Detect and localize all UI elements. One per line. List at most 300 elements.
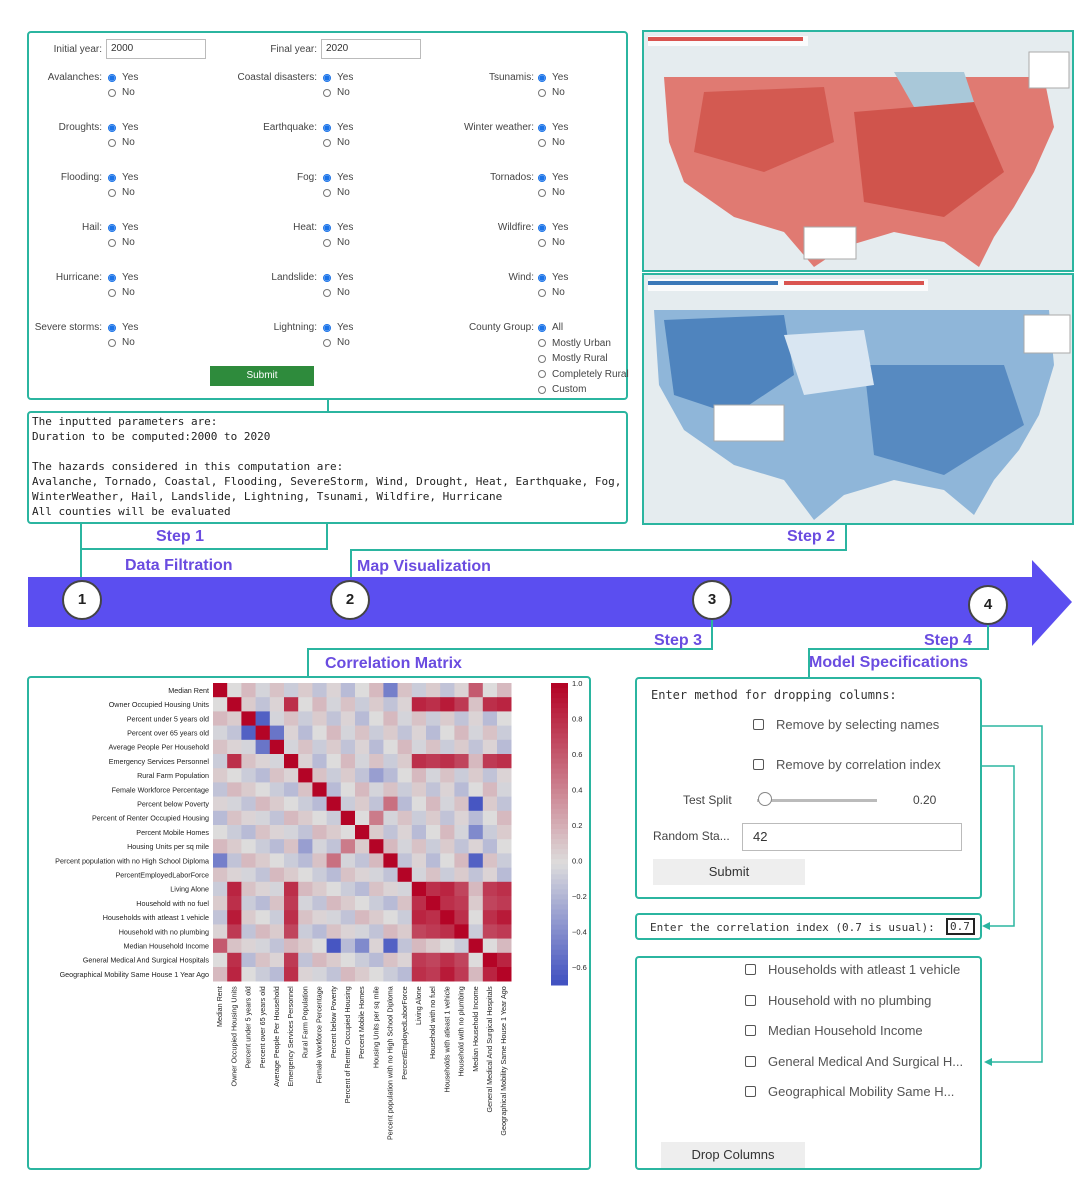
- heatmap-cell: [341, 726, 356, 741]
- column-checkbox[interactable]: [745, 1025, 756, 1036]
- hazard-no-radio[interactable]: [538, 237, 565, 248]
- heatmap-cell: [369, 924, 384, 939]
- colorbar-segment: [551, 864, 568, 870]
- radio-label: Yes: [552, 72, 569, 83]
- initial-year-input[interactable]: 2000: [106, 39, 206, 59]
- heatmap-cell: [483, 768, 498, 783]
- hazard-no-radio[interactable]: [323, 187, 350, 198]
- colorbar-segment: [551, 899, 568, 905]
- heatmap-cell: [241, 825, 256, 840]
- radio-circle[interactable]: [323, 174, 331, 182]
- heatmap-cell: [383, 811, 398, 826]
- radio-label: No: [552, 237, 565, 248]
- radio-circle[interactable]: [323, 89, 331, 97]
- heatmap-cell: [256, 740, 271, 755]
- heatmap-cell: [341, 868, 356, 883]
- hazard-label: Fog:: [296, 172, 317, 183]
- colorbar-segment: [551, 834, 568, 840]
- heatmap-cell: [497, 797, 512, 812]
- workflow-arrow-shape: [28, 560, 1072, 646]
- heatmap-cell: [412, 868, 427, 883]
- column-checkbox[interactable]: [745, 1056, 756, 1067]
- radio-circle[interactable]: [108, 139, 116, 147]
- heatmap-cell: [241, 811, 256, 826]
- heatmap-cell: [383, 924, 398, 939]
- heatmap-cell: [440, 953, 455, 968]
- heatmap-cell: [398, 811, 413, 826]
- heatmap-cell: [227, 697, 242, 712]
- row-tick-label: Percent population with no High School Diploma: [55, 856, 209, 866]
- row-tick-label: Percent below Poverty: [137, 799, 209, 809]
- heatmap-cell: [383, 754, 398, 769]
- heatmap-cell: [312, 726, 327, 741]
- radio-circle[interactable]: [323, 289, 331, 297]
- hazard-no-radio[interactable]: [108, 237, 135, 248]
- heatmap-cell: [298, 811, 313, 826]
- heatmap-cell: [383, 726, 398, 741]
- bottom-map-legend-box[interactable]: [1024, 315, 1070, 353]
- radio-circle[interactable]: [108, 174, 116, 182]
- radio-circle[interactable]: [108, 239, 116, 247]
- radio-circle[interactable]: [538, 74, 546, 82]
- heatmap-cell: [312, 939, 327, 954]
- heatmap-cell: [469, 711, 484, 726]
- corr-index-input[interactable]: 0.7: [946, 918, 975, 935]
- radio-circle[interactable]: [323, 324, 331, 332]
- remove-by-corr-option[interactable]: [753, 757, 941, 772]
- heatmap-cell: [454, 868, 469, 883]
- radio-circle[interactable]: [323, 124, 331, 132]
- heatmap-cell: [341, 882, 356, 897]
- heatmap-cell: [369, 825, 384, 840]
- heatmap-cell: [284, 797, 299, 812]
- heatmap-cell: [341, 697, 356, 712]
- heatmap-cell: [426, 683, 441, 698]
- county-option[interactable]: [538, 338, 611, 349]
- heatmap-cell: [483, 825, 498, 840]
- step4-title: Model Specifications: [809, 654, 969, 671]
- heatmap-cell: [454, 754, 469, 769]
- heatmap-cell: [483, 910, 498, 925]
- heatmap-cell: [241, 924, 256, 939]
- heatmap-cell: [440, 853, 455, 868]
- col-tick-label: Emergency Services Personnel: [286, 986, 296, 1087]
- hazard-yes-radio[interactable]: [323, 322, 353, 333]
- heatmap-cell: [469, 683, 484, 698]
- heatmap-cell: [312, 697, 327, 712]
- col-tick-label: Median Rent: [215, 986, 225, 1027]
- heatmap-cell: [312, 754, 327, 769]
- heatmap-cell: [270, 811, 285, 826]
- radio-circle[interactable]: [538, 139, 546, 147]
- colorbar-tick-label: −0.4: [572, 927, 587, 937]
- radio-circle[interactable]: [108, 89, 116, 97]
- hazard-no-radio[interactable]: [323, 137, 350, 148]
- radio-circle[interactable]: [538, 289, 546, 297]
- heatmap-cell: [497, 697, 512, 712]
- column-option[interactable]: [745, 1084, 954, 1099]
- heatmap-cell: [383, 853, 398, 868]
- heatmap-cell: [355, 797, 370, 812]
- colorbar-segment: [551, 819, 568, 825]
- radio-label: No: [552, 287, 565, 298]
- random-state-input[interactable]: 42: [742, 823, 962, 851]
- hazard-yes-radio[interactable]: [108, 72, 138, 83]
- heatmap-cell: [241, 711, 256, 726]
- hazard-no-radio[interactable]: [538, 87, 565, 98]
- submit-button[interactable]: Submit: [210, 366, 314, 386]
- radio-circle[interactable]: [108, 224, 116, 232]
- hazard-no-radio[interactable]: [108, 87, 135, 98]
- radio-label: Yes: [552, 222, 569, 233]
- heatmap-cell: [241, 697, 256, 712]
- column-label: Geographical Mobility Same H...: [768, 1084, 955, 1099]
- hazard-yes-radio[interactable]: [538, 122, 568, 133]
- heatmap-cell: [440, 910, 455, 925]
- hazard-yes-radio[interactable]: [538, 222, 568, 233]
- colorbar-segment: [551, 910, 568, 916]
- heatmap-cell: [426, 939, 441, 954]
- radio-circle[interactable]: [323, 274, 331, 282]
- heatmap-cell: [341, 953, 356, 968]
- heatmap-cell: [383, 683, 398, 698]
- heatmap-cell: [256, 924, 271, 939]
- heatmap-cell: [270, 896, 285, 911]
- radio-circle[interactable]: [108, 189, 116, 197]
- heatmap-cell: [398, 740, 413, 755]
- hazard-yes-radio[interactable]: [108, 322, 138, 333]
- hazard-no-radio[interactable]: [538, 287, 565, 298]
- heatmap-cell: [327, 711, 342, 726]
- heatmap-cell: [497, 782, 512, 797]
- heatmap-cell: [327, 882, 342, 897]
- heatmap-cell: [412, 853, 427, 868]
- heatmap-cell: [383, 896, 398, 911]
- remove-by-names-option[interactable]: [753, 717, 939, 732]
- heatmap-cell: [341, 853, 356, 868]
- heatmap-cell: [440, 839, 455, 854]
- heatmap-cell: [483, 726, 498, 741]
- radio-label: Yes: [337, 122, 354, 133]
- radio-circle[interactable]: [108, 124, 116, 132]
- hazard-no-radio[interactable]: [323, 237, 350, 248]
- heatmap-cell: [241, 967, 256, 982]
- final-year-input[interactable]: 2020: [321, 39, 421, 59]
- heatmap-cell: [355, 967, 370, 982]
- heatmap-cell: [355, 825, 370, 840]
- output-line: WinterWeather, Hail, Landslide, Lightning, Tsunami, Wildfire, Hurricane: [32, 490, 503, 503]
- heatmap-cell: [298, 967, 313, 982]
- heatmap-cell: [440, 740, 455, 755]
- heatmap-cell: [270, 924, 285, 939]
- heatmap-cell: [284, 683, 299, 698]
- radio-circle[interactable]: [323, 139, 331, 147]
- heatmap-cell: [454, 768, 469, 783]
- heatmap-cell: [270, 697, 285, 712]
- radio-circle[interactable]: [538, 274, 546, 282]
- colorbar-segment: [551, 718, 568, 724]
- heatmap-cell: [454, 853, 469, 868]
- heatmap-cell: [454, 924, 469, 939]
- heatmap-cell: [256, 868, 271, 883]
- row-tick-label: Median Rent: [168, 685, 209, 695]
- colorbar-segment: [551, 940, 568, 946]
- hazard-yes-radio[interactable]: [108, 272, 138, 283]
- heatmap-cell: [469, 825, 484, 840]
- heatmap-cell: [227, 924, 242, 939]
- radio-circle[interactable]: [323, 224, 331, 232]
- col-tick-label: Geographical Mobility Same House 1 Year Ago: [499, 986, 509, 1136]
- correlation-matrix-panel: [27, 676, 591, 1170]
- heatmap-cell: [284, 910, 299, 925]
- heatmap-cell: [412, 882, 427, 897]
- heatmap-cell: [270, 726, 285, 741]
- row-tick-label: Percent Mobile Homes: [136, 827, 209, 837]
- hazard-label: Wind:: [508, 272, 534, 283]
- radio-circle[interactable]: [538, 239, 546, 247]
- radio-circle[interactable]: [538, 370, 546, 378]
- heatmap-cell: [483, 839, 498, 854]
- column-checkbox[interactable]: [745, 1086, 756, 1097]
- heatmap-cell: [227, 754, 242, 769]
- heatmap-cell: [469, 811, 484, 826]
- heatmap-cell: [454, 896, 469, 911]
- radio-circle[interactable]: [538, 355, 546, 363]
- hazard-no-radio[interactable]: [323, 287, 350, 298]
- hazard-yes-radio[interactable]: [538, 272, 568, 283]
- heatmap-cell: [341, 754, 356, 769]
- col-tick-label: Percent of Renter Occupied Housing: [343, 986, 353, 1104]
- radio-circle[interactable]: [538, 174, 546, 182]
- radio-circle[interactable]: [538, 89, 546, 97]
- radio-label: No: [337, 87, 350, 98]
- heatmap-cell: [398, 967, 413, 982]
- hazard-yes-radio[interactable]: [108, 222, 138, 233]
- hazard-no-radio[interactable]: [538, 137, 565, 148]
- heatmap-cell: [412, 924, 427, 939]
- hazard-no-radio[interactable]: [323, 87, 350, 98]
- radio-circle[interactable]: [108, 339, 116, 347]
- heatmap-cell: [298, 896, 313, 911]
- heatmap-cell: [298, 782, 313, 797]
- heatmap-cell: [440, 683, 455, 698]
- heatmap-cell: [369, 853, 384, 868]
- hazard-yes-radio[interactable]: [538, 72, 568, 83]
- radio-circle[interactable]: [108, 74, 116, 82]
- column-option[interactable]: [745, 993, 931, 1008]
- col-tick-label: Median Household Income: [470, 986, 480, 1072]
- county-option[interactable]: [538, 322, 563, 333]
- data-filter-panel: [27, 31, 628, 400]
- colorbar-segment: [551, 960, 568, 966]
- radio-label: Mostly Urban: [552, 337, 611, 349]
- hazard-no-radio[interactable]: [108, 287, 135, 298]
- heatmap-cell: [355, 882, 370, 897]
- hazard-map-top[interactable]: [642, 30, 1074, 272]
- heatmap-cell: [341, 740, 356, 755]
- step3-bracket-vertical: [711, 620, 713, 650]
- heatmap-cell: [341, 711, 356, 726]
- heatmap-cell: [469, 853, 484, 868]
- heatmap-cell: [298, 740, 313, 755]
- heatmap-cell: [483, 740, 498, 755]
- heatmap-cell: [256, 853, 271, 868]
- heatmap-cell: [312, 825, 327, 840]
- drop-columns-button[interactable]: Drop Columns: [661, 1142, 805, 1168]
- heatmap-cell: [327, 967, 342, 982]
- hazard-yes-radio[interactable]: [108, 172, 138, 183]
- heatmap-cell: [327, 896, 342, 911]
- remove-by-corr-checkbox[interactable]: [753, 759, 764, 770]
- radio-circle[interactable]: [108, 324, 116, 332]
- radio-label: Yes: [337, 322, 354, 333]
- hazard-label: Hurricane:: [55, 272, 102, 283]
- heatmap-cell: [312, 797, 327, 812]
- radio-label: Yes: [552, 272, 569, 283]
- colorbar-segment: [551, 935, 568, 941]
- column-checkbox[interactable]: [745, 995, 756, 1006]
- row-tick-label: Living Alone: [170, 884, 209, 894]
- heatmap-cell: [398, 726, 413, 741]
- radio-label: No: [552, 137, 565, 148]
- output-line: [32, 445, 623, 460]
- row-tick-label: Household with no fuel: [136, 898, 209, 908]
- heatmap-cell: [256, 953, 271, 968]
- heatmap-cell: [312, 924, 327, 939]
- hazard-no-radio[interactable]: [108, 337, 135, 348]
- heatmap-cell: [241, 939, 256, 954]
- test-split-slider-track[interactable]: [757, 799, 877, 802]
- heatmap-cell: [440, 825, 455, 840]
- heatmap-cell: [270, 711, 285, 726]
- radio-circle[interactable]: [538, 339, 546, 347]
- radio-circle[interactable]: [108, 289, 116, 297]
- heatmap-cell: [412, 768, 427, 783]
- radio-circle[interactable]: [538, 224, 546, 232]
- resilience-map-bottom[interactable]: [642, 273, 1074, 525]
- heatmap-cell: [440, 868, 455, 883]
- radio-label: No: [337, 137, 350, 148]
- heatmap-cell: [412, 740, 427, 755]
- random-state-label: Random Sta...: [653, 829, 730, 843]
- heatmap-cell: [497, 768, 512, 783]
- heatmap-cell: [412, 910, 427, 925]
- hazard-no-radio[interactable]: [538, 187, 565, 198]
- heatmap-cell: [213, 868, 228, 883]
- heatmap-cell: [227, 711, 242, 726]
- radio-circle[interactable]: [323, 74, 331, 82]
- hazard-yes-radio[interactable]: [538, 172, 568, 183]
- top-map-legend-box[interactable]: [1029, 52, 1069, 88]
- heatmap-cell: [312, 711, 327, 726]
- column-option[interactable]: [745, 962, 960, 977]
- heatmap-cell: [469, 697, 484, 712]
- heatmap-cell: [440, 768, 455, 783]
- hazard-yes-radio[interactable]: [323, 72, 353, 83]
- county-option[interactable]: [538, 384, 586, 395]
- heatmap-cell: [483, 782, 498, 797]
- heatmap-cell: [298, 939, 313, 954]
- hazard-label: Tsunamis:: [488, 72, 534, 83]
- radio-circle[interactable]: [538, 324, 546, 332]
- heatmap-cell: [341, 825, 356, 840]
- hazard-yes-radio[interactable]: [323, 222, 353, 233]
- colorbar-segment: [551, 733, 568, 739]
- radio-circle[interactable]: [538, 124, 546, 132]
- hazard-yes-radio[interactable]: [108, 122, 138, 133]
- hazard-yes-radio[interactable]: [323, 272, 353, 283]
- hazard-no-radio[interactable]: [108, 187, 135, 198]
- heatmap-cell: [497, 839, 512, 854]
- heatmap-cell: [469, 924, 484, 939]
- heatmap-cell: [312, 683, 327, 698]
- heatmap-cell: [483, 853, 498, 868]
- radio-circle[interactable]: [323, 339, 331, 347]
- heatmap-cell: [256, 825, 271, 840]
- heatmap-cell: [256, 896, 271, 911]
- radio-circle[interactable]: [108, 274, 116, 282]
- output-line: All counties will be evaluated: [32, 505, 231, 518]
- heatmap-cell: [355, 896, 370, 911]
- heatmap-cell: [426, 697, 441, 712]
- heatmap-cell: [327, 853, 342, 868]
- heatmap-cell: [312, 967, 327, 982]
- hazard-no-radio[interactable]: [323, 337, 350, 348]
- heatmap-cell: [327, 726, 342, 741]
- colorbar-segment: [551, 849, 568, 855]
- heatmap-cell: [426, 768, 441, 783]
- colorbar-segment: [551, 774, 568, 780]
- hazard-no-radio[interactable]: [108, 137, 135, 148]
- heatmap-cell: [341, 939, 356, 954]
- county-option[interactable]: [538, 353, 608, 364]
- heatmap-cell: [497, 939, 512, 954]
- top-map-colorbar-fill: [648, 37, 803, 41]
- radio-circle[interactable]: [323, 189, 331, 197]
- heatmap-cell: [398, 711, 413, 726]
- remove-by-names-checkbox[interactable]: [753, 719, 764, 730]
- heatmap-cell: [312, 740, 327, 755]
- column-option[interactable]: [745, 1054, 963, 1069]
- heatmap-cell: [341, 768, 356, 783]
- heatmap-cell: [412, 939, 427, 954]
- step2-label: Step 2: [787, 528, 836, 545]
- county-option[interactable]: [538, 369, 629, 380]
- heatmap-cell: [284, 825, 299, 840]
- radio-circle[interactable]: [323, 239, 331, 247]
- colorbar-tick-label: 0.8: [572, 714, 583, 724]
- radio-circle[interactable]: [538, 189, 546, 197]
- hazard-yes-radio[interactable]: [323, 122, 353, 133]
- colorbar-segment: [551, 779, 568, 785]
- col-tick-label: Rural Farm Population: [300, 986, 310, 1059]
- hazard-label: Earthquake:: [263, 122, 317, 133]
- column-option[interactable]: [745, 1023, 923, 1038]
- heatmap-cell: [454, 726, 469, 741]
- heatmap-cell: [369, 953, 384, 968]
- radio-circle[interactable]: [538, 386, 546, 394]
- test-split-slider-handle[interactable]: [758, 792, 772, 806]
- heatmap-cell: [284, 939, 299, 954]
- model-submit-button[interactable]: Submit: [653, 859, 805, 885]
- hazard-yes-radio[interactable]: [323, 172, 353, 183]
- hazard-label: Droughts:: [58, 122, 102, 133]
- column-checkbox[interactable]: [745, 964, 756, 975]
- heatmap-cell: [355, 740, 370, 755]
- heatmap-cell: [241, 853, 256, 868]
- heatmap-cell: [241, 868, 256, 883]
- col-tick-label: Average People Per Household: [272, 986, 282, 1087]
